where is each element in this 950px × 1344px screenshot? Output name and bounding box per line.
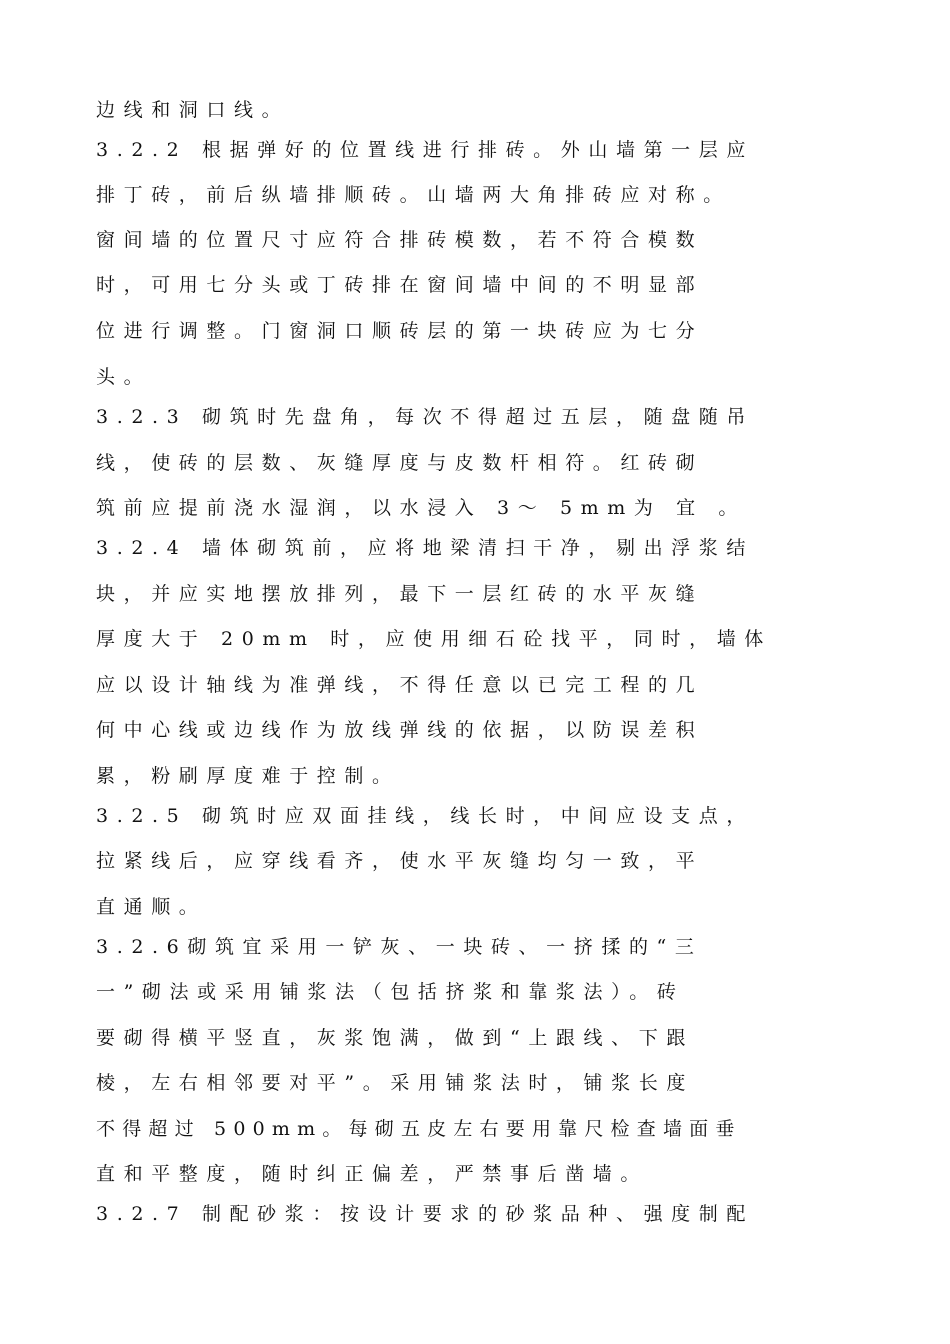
text-line-26: 3.2.7 制配砂浆：按设计要求的砂浆品种、强度制配 [96, 1203, 754, 1225]
text-line-6: 位进行调整。门窗洞口顺砖层的第一块砖应为七分 [96, 320, 704, 342]
text-line-25: 直和平整度，随时纠正偏差，严禁事后凿墙。 [96, 1163, 649, 1185]
text-line-21: 一”砌法或采用铺浆法（包括挤浆和靠浆法）。砖 [96, 981, 685, 1003]
text-line-14: 应以设计轴线为准弹线，不得任意以已完工程的几 [96, 674, 704, 696]
text-line-12: 块，并应实地摆放排列，最下一层红砖的水平灰缝 [96, 583, 704, 605]
text-line-16: 累，粉刷厚度难于控制。 [96, 765, 400, 787]
text-line-2: 3.2.2 根据弹好的位置线进行排砖。外山墙第一层应 [96, 139, 754, 161]
text-line-22: 要砌得横平竖直，灰浆饱满，做到“上跟线、下跟 [96, 1027, 694, 1049]
text-line-23: 棱，左右相邻要对平”。采用铺浆法时，铺浆长度 [96, 1072, 694, 1094]
text-line-20: 3.2.6砌筑宜采用一铲灰、一块砖、一挤揉的“三 [96, 936, 703, 958]
text-line-1: 边线和洞口线。 [96, 99, 290, 121]
text-line-8: 3.2.3 砌筑时先盘角，每次不得超过五层，随盘随吊 [96, 406, 754, 428]
text-line-15: 何中心线或边线作为放线弹线的依据，以防误差积 [96, 719, 704, 741]
text-line-24: 不得超过 500mm。每砌五皮左右要用靠尺检查墙面垂 [96, 1118, 742, 1140]
text-line-18: 拉紧线后，应穿线看齐，使水平灰缝均匀一致，平 [96, 850, 704, 872]
text-line-17: 3.2.5 砌筑时应双面挂线，线长时，中间应设支点， [96, 805, 754, 827]
text-line-5: 时，可用七分头或丁砖排在窗间墙中间的不明显部 [96, 274, 704, 296]
text-line-3: 排丁砖，前后纵墙排顺砖。山墙两大角排砖应对称。 [96, 184, 731, 206]
text-line-9: 线，使砖的层数、灰缝厚度与皮数杆相符。红砖砌 [96, 452, 704, 474]
text-line-11: 3.2.4 墙体砌筑前，应将地梁清扫干净，剔出浮浆结 [96, 537, 754, 559]
text-line-7: 头。 [96, 366, 152, 388]
text-line-13: 厚度大于 20mm 时，应使用细石砼找平，同时，墙体 [96, 628, 772, 650]
text-line-4: 窗间墙的位置尺寸应符合排砖模数，若不符合模数 [96, 229, 704, 251]
text-line-10: 筑前应提前浇水湿润，以水浸入 3～ 5mm为 宜 。 [96, 497, 746, 519]
text-line-19: 直通顺。 [96, 896, 207, 918]
